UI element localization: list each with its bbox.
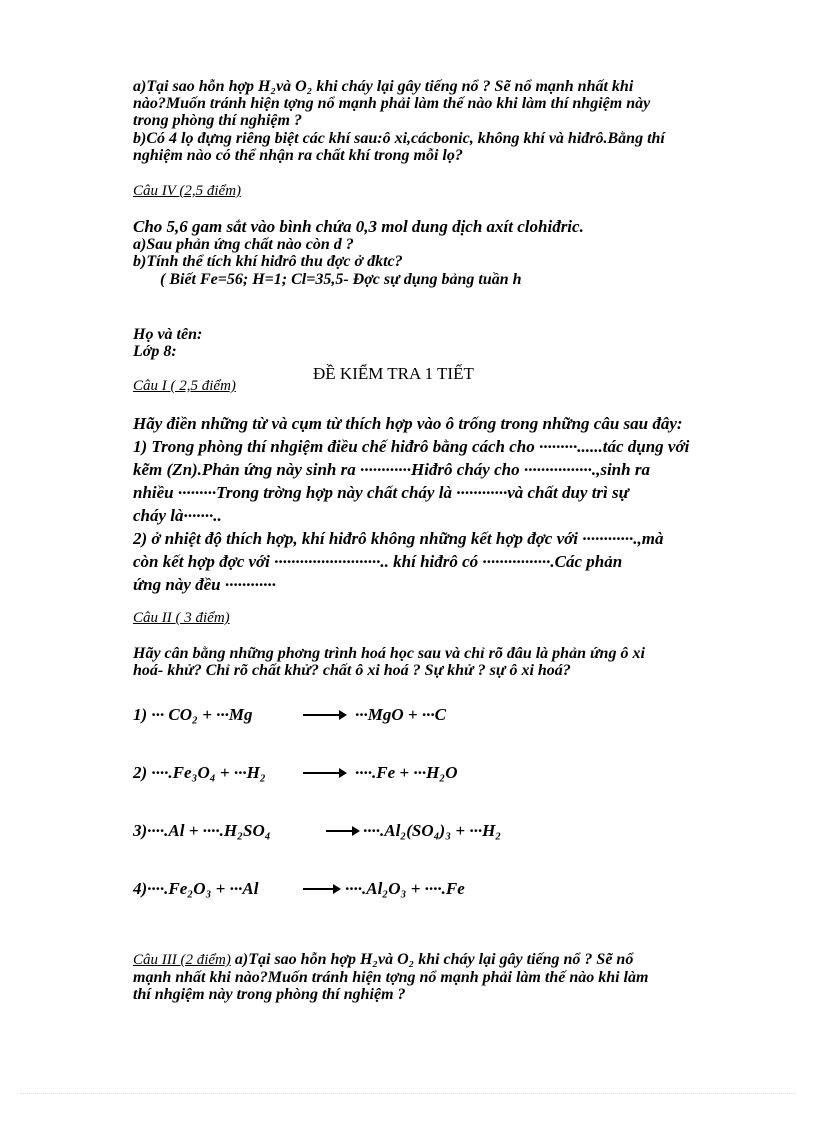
equation-products: ····.Al₂O₃ + ····.Fe [345,879,465,898]
reaction-arrow [326,830,358,832]
text-line: thí nhgiệm này trong phòng thí nghiệm ? [133,986,406,1003]
text-line: ( Biết Fe=56; H=1; Cl=35,5- Đợc sự dụng bảng tuần h [160,271,522,288]
section-header-cau-iii: Câu III (2 điểm) [133,952,231,968]
text-line: kẽm (Zn).Phản ứng này sinh ra ············Hiđrô cháy cho ················.,sinh ra [133,460,650,479]
page-title: ĐỀ KIỂM TRA 1 TIẾT [313,364,474,383]
text-line: nhiều ·········Trong trờng hợp này chất cháy là ············và chất duy trì sự [133,483,629,502]
reaction-arrow [303,888,339,890]
text-line: trong phòng thí nghiệm ? [133,112,302,129]
equation-products: ···MgO + ···C [355,705,446,724]
text-line: hoá- khử? Chỉ rõ chất khử? chất ô xi hoá ? Sự khử ? sự ô xi hoá? [133,662,571,679]
page-bottom-border [20,1093,796,1094]
text-line: Cho 5,6 gam sắt vào bình chứa 0,3 mol dung dịch axít clohiđric. [133,217,584,236]
text-line: còn kết hợp đợc với ·························.. khí hiđrô có ················.Các phản [133,552,623,571]
text-line: Hãy cân bằng những phơng trình hoá học sau và chỉ rõ đâu là phản ứng ô xi [133,645,645,662]
text-line: a)Sau phản ứng chất nào còn d ? [133,236,354,253]
reaction-arrow [303,772,345,774]
section-header-cau-iv: Câu IV (2,5 điểm) [133,183,242,199]
text-line: 2) ở nhiệt độ thích hợp, khí hiđrô không những kết hợp đợc với ············.,mà [133,529,664,548]
text-line: a)Tại sao hỗn hợp H₂và O₂ khi cháy lại gây tiếng nổ ? Sẽ nổ mạnh nhất khi [133,78,634,95]
text-line: cháy là·······.. [133,506,222,525]
text-line: Hãy điền những từ và cụm từ thích hợp vào ô trống trong những câu sau đây: [133,414,683,433]
text-line: nào?Muốn tránh hiện tợng nổ mạnh phải làm thế nào khi làm thí nhgiệm này [133,95,651,112]
equation-reactants: 4)····.Fe₂O₃ + ···Al [133,879,259,898]
equation-reactants: 1) ··· CO₂ + ···Mg [133,705,253,724]
section-header-cau-ii: Câu II ( 3 điểm) [133,610,230,626]
text-line: 1) Trong phòng thí nhgiệm điều chế hiđrô bằng cách cho ·········......tác dụng với [133,437,690,456]
text-line: mạnh nhất khi nào?Muốn tránh hiện tợng nổ mạnh phải làm thế nào khi làm [133,969,649,986]
student-name-label: Họ và tên: [133,326,203,343]
equation-reactants: 3)····.Al + ····.H₂SO₄ [133,821,271,840]
student-class-label: Lớp 8: [133,343,177,360]
text-line: b)Tính thể tích khí hiđrô thu đợc ở đktc? [133,253,403,270]
equation-products: ····.Fe + ···H₂O [355,763,458,782]
text-line: nghiệm nào có thể nhận ra chất khí trong mỗi lọ? [133,147,463,164]
reaction-arrow [303,714,345,716]
section-header-cau-i: Câu I ( 2,5 điểm) [133,378,236,394]
equation-products: ····.Al₂(SO₄)₃ + ···H₂ [363,821,502,840]
text-line: b)Có 4 lọ đựng riêng biệt các khí sau:ô xi,cácbonic, không khí và hiđrô.Bằng thí [133,130,665,147]
equation-reactants: 2) ····.Fe₃O₄ + ···H₂ [133,763,266,782]
text-line: ứng này đều ············ [133,575,276,594]
text-line [133,952,633,968]
text-span: a)Tại sao hỗn hợp H₂và O₂ khi cháy lại gây tiếng nổ ? Sẽ nổ [230,951,634,968]
